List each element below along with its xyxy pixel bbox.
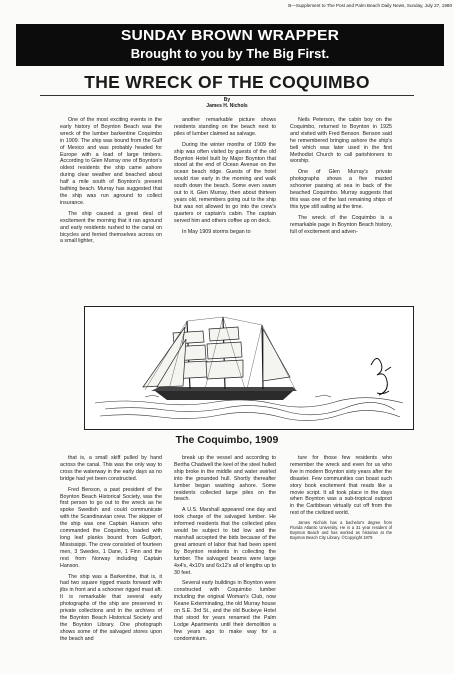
- paragraph: The ship was a Barkentine, that is, it had two square rigged masts forward with jibs in front and a schooner rigged mast aft. It is remarkable that several early photographs of the ship are preserved in private collections and in the archives of the Boynton Beach Historical Society and the Boynton Library. One photograph shows some of the salvaged stores upon the beach and: [60, 573, 162, 642]
- byline-by: By: [223, 97, 231, 103]
- article-column-top-2: [174, 117, 276, 299]
- paragraph: that is, a small skiff pulled by hand across the canal. This was the only way to cross the waterway in the early days as no bridge had yet been constructed.: [60, 455, 162, 482]
- paragraph: another remarkable picture shows residents standing on the beach next to piles of lumber claimed as salvage.: [174, 117, 276, 137]
- headline-rule: [40, 95, 414, 96]
- illustration-caption: The Coquimbo, 1909: [175, 434, 279, 446]
- sailing-ship-illustration: [85, 307, 413, 429]
- paragraph: Several early buildings in Boynton were constructed with Coquimbo lumber including the original Woman's Club, now Keane Exterminating, the old Murray house on S.E. 3rd St., and the old Buckeye Hotel that stood for years renamed the Palm Lodge Apartments until their demolition a few years ago to make way for a condominium.: [174, 580, 276, 642]
- paragraph: Neils Peterson, the cabin boy on the Coquimbo, returned to Boynton in 1925 and visited with Fred Benson. Benson said he remembered bringing ashore the ship's bell which was later used in the first Methodist Church to call parishioners to worship.: [290, 117, 392, 165]
- paragraph: Fred Benson, a past president of the Boynton Beach Historical Society, was the first person to go out to the wreck as he spoke Swedish and could communicate with the Scandinavian crew. The skipper of the ship was one Captain Hanson who commanded the Coquimbo, loaded with long leaf planks bound from Gulfport, Mississippi. The crew consisted of fourteen men, 3 Swedes, 1 Dane, 1 Finn and the rest from Norway including Captain Hanson.: [60, 486, 162, 569]
- paragraph: A U.S. Marshall appeared one day and took charge of the salvaged lumber. He informed residents that the collected piles would be subject to bid low and the marshall accepted the bids because of the great amount of labor that had been spent by Boynton residents in collecting the lumber. The salvaged beams were large 4x4's, 4x10's and 6x12's all of lengths up to 30 feet.: [174, 507, 276, 576]
- author-credit: James Nichols has a bachelor's degree from Florida Atlantic University. He is a 31 year resident of Boynton Beach and has worked as historian at the Boynton Beach City Library. ©Copyright 1979: [290, 520, 392, 540]
- paragraph: The ship caused a great deal of excitement the morning that it ran aground and early residents rushed to the canal on bicycles and ferried themselves across on a small lighter,: [60, 210, 162, 245]
- paragraph: One of the most exciting events in the early history of Boynton Beach was the wreck of the lumber barkentine Coquimbo in 1909. The ship was bound from the Gulf of Mexico and was probably headed for Europe with a load of large timbers. According to Glen Murray one of Boynton's oldest residents the ship came ashore during clear weather and beached about half a mile south of Boynton's present bathing beach. Murray has suggested that the ship was run aground to collect insurance.: [60, 117, 162, 206]
- ship-illustration: [84, 306, 414, 430]
- page-folio: B—Supplement to The Post and Palm Beach Daily News, Sunday, July 27, 1980: [288, 3, 452, 8]
- paragraph: ture for those few residents who remember the wreck and even for us who live in modern Boynton sixty years after the disaster. Few communities can boast such story book excitement that reads like a movie script. It all took place in the days when Boynton was a sub-tropical outpost in the Caribbean virtually cut off from the rest of the civilized world.: [290, 455, 392, 517]
- section-banner: [16, 24, 444, 66]
- byline-author: James H. Nichols: [206, 103, 248, 109]
- article-column-bottom-1: [60, 455, 162, 673]
- artist-signature-mark: [371, 358, 391, 395]
- paragraph: In May 1909 storms began to: [182, 228, 251, 235]
- article-headline: THE WRECK OF THE COQUIMBO: [84, 72, 370, 92]
- paragraph: During the winter months of 1909 the ship was often visited by guests of the old Boynton Hotel built by Major Boynton that stood at the end of Ocean Avenue on the ocean beach ridge. Guests of the hotel would rise early in the morning and walk south down the beach. Some even swam out to it. Glen Murray, then about thirteen years old, remembers going out to the ship but was not allowed to go into the crew's quarters or captain's cabin. The captain served him and others coffee up on deck.: [174, 141, 276, 224]
- paragraph: break up the vessel and according to Bertha Chadwell the keel of the steel hulled ship broke in the middle and water swirled into the grounded hull. Shortly thereafter lumber began washing ashore. Some residents collected large piles on the beach.: [174, 455, 276, 503]
- banner-title: SUNDAY BROWN WRAPPER: [120, 28, 340, 44]
- article-column-bottom-3: [290, 455, 392, 673]
- article-column-top-1: [60, 117, 162, 299]
- paragraph: One of Glen Murray's private photographs shows a five masted schooner passing at sea in back of the beached Coquimbo. Murray suggests that this was one of the last remaining ships of this type still sailing at the time.: [290, 169, 392, 210]
- article-column-top-3: [290, 117, 392, 299]
- paragraph: The wreck of the Coquimbo is a remarkable page in Boynton Beach history, full of excitement and adven-: [290, 214, 392, 235]
- banner-subtitle: Brought to you by The Big First.: [130, 46, 330, 61]
- article-column-bottom-2: [174, 455, 276, 673]
